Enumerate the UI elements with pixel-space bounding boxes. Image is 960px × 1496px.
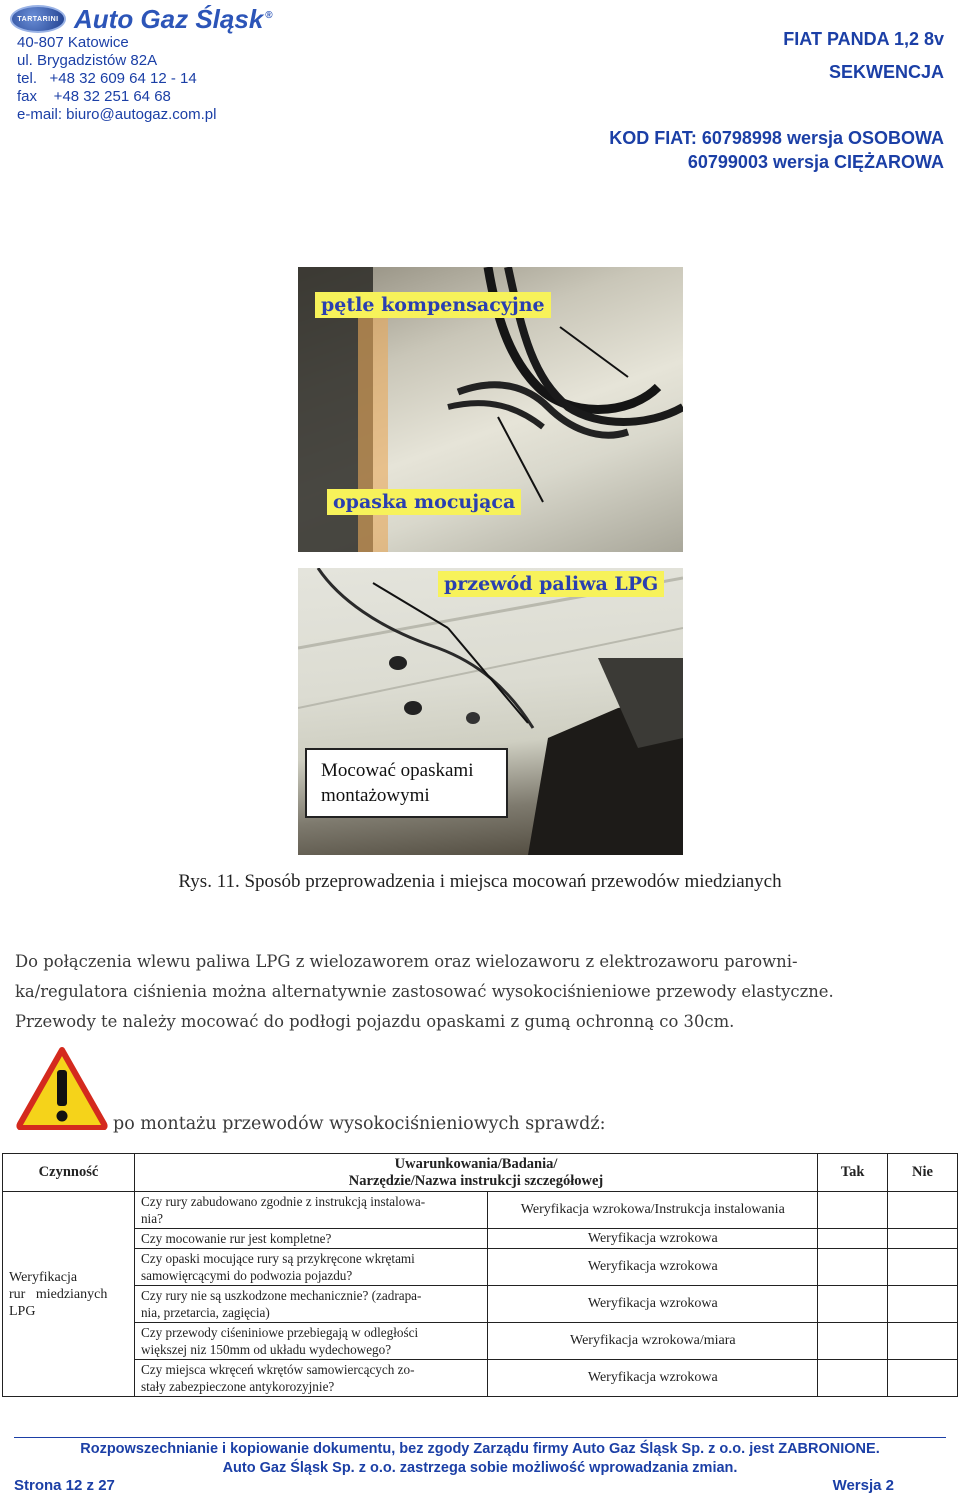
label-compensation-loops: pętle kompensacyjne <box>315 292 551 318</box>
no-checkbox-cell[interactable] <box>888 1323 958 1360</box>
fiat-code-van: 60799003 wersja CIĘŻAROWA <box>687 152 944 172</box>
question-cell: Czy rury zabudowano zgodnie z instrukcją instalowa- nia? <box>134 1192 488 1229</box>
yes-checkbox-cell[interactable] <box>818 1360 888 1397</box>
yes-checkbox-cell[interactable] <box>818 1249 888 1286</box>
body-paragraph <box>15 947 950 1037</box>
footer-divider <box>14 1437 946 1438</box>
method-cell: Weryfikacja wzrokowa/Instrukcja instalowania <box>488 1192 818 1229</box>
yes-checkbox-cell[interactable] <box>818 1229 888 1249</box>
paragraph-line: ka/regulatora ciśnienia można alternatywnie zastosować wysokociśnieniowe przewody elastyczne. <box>15 982 834 1001</box>
table-row <box>3 1249 958 1286</box>
no-checkbox-cell[interactable] <box>888 1192 958 1229</box>
verification-table <box>2 1153 958 1397</box>
label-lpg-fuel-line: przewód paliwa LPG <box>438 571 664 597</box>
company-address <box>17 34 216 124</box>
table-row <box>3 1360 958 1397</box>
activity-cell: Weryfikacja rur miedzianych LPG <box>3 1192 135 1397</box>
vehicle-model: FIAT PANDA 1,2 8v <box>783 29 944 49</box>
company-logo <box>10 4 273 34</box>
question-cell: Czy rury nie są uszkodzone mechanicznie? (zadrapa- nia, przetarcia, zagięcia) <box>134 1286 488 1323</box>
fiat-code-passenger: KOD FIAT: 60798998 wersja OSOBOWA <box>609 128 944 148</box>
method-cell: Weryfikacja wzrokowa <box>488 1360 818 1397</box>
phone-line: tel. +48 32 609 64 12 - 14 <box>17 70 197 87</box>
header-conditions: Uwarunkowania/Badania/ Narzędzie/Nazwa instrukcji szczegółowej <box>134 1154 817 1192</box>
yes-checkbox-cell[interactable] <box>818 1192 888 1229</box>
footer-copyright-notice: Rozpowszechnianie i kopiowanie dokumentu, bez zgody Zarządu firmy Auto Gaz Śląsk Sp. z o.o. jest ZABRONIONE. <box>80 1441 880 1457</box>
footer-changes-notice: Auto Gaz Śląsk Sp. z o.o. zastrzega sobie możliwość wprowadzania zmian. <box>222 1460 738 1476</box>
header-yes: Tak <box>818 1154 888 1192</box>
question-cell: Czy opaski mocujące rury są przykręcone wkrętami samowięrcącymi do podwozia pojazdu? <box>134 1249 488 1286</box>
warning-icon <box>16 1046 108 1130</box>
no-checkbox-cell[interactable] <box>888 1249 958 1286</box>
callout-line: montażowymi <box>321 785 430 806</box>
header-no: Nie <box>888 1154 958 1192</box>
paragraph-line: Do połączenia wlewu paliwa LPG z wielozaworem oraz wielozaworu z elektrozaworu parowni- <box>15 952 798 971</box>
yes-checkbox-cell[interactable] <box>818 1323 888 1360</box>
figure-caption: Rys. 11. Sposób przeprowadzenia i miejsca mocowań przewodów miedzianych <box>178 871 782 892</box>
photo-compensation-loops <box>298 267 683 552</box>
system-type: SEKWENCJA <box>828 62 944 82</box>
address-line: ul. Brygadzistów 82A <box>17 52 158 69</box>
table-row <box>3 1323 958 1360</box>
email-line: e-mail: biuro@autogaz.com.pl <box>17 106 217 123</box>
tartarini-logo-badge: TARTARINI <box>10 5 66 33</box>
table-row <box>3 1229 958 1249</box>
fax-line: fax +48 32 251 64 68 <box>17 88 171 105</box>
page-number: Strona 12 z 27 <box>14 1477 115 1494</box>
table-row <box>3 1192 958 1229</box>
yes-checkbox-cell[interactable] <box>818 1286 888 1323</box>
no-checkbox-cell[interactable] <box>888 1286 958 1323</box>
mounting-callout <box>305 748 508 818</box>
question-cell: Czy przewody ciśeniniowe przebiegają w odległości większej niz 150mm od układu wydechowego? <box>134 1323 488 1360</box>
method-cell: Weryfikacja wzrokowa <box>488 1286 818 1323</box>
warning-text: po montażu przewodów wysokociśnieniowych sprawdź: <box>113 1114 606 1134</box>
paragraph-line: Przewody te należy mocować do podłogi pojazdu opaskami z gumą ochronną co 30cm. <box>15 1012 735 1031</box>
table-row <box>3 1286 958 1323</box>
label-mounting-clamp: opaska mocująca <box>327 489 521 515</box>
question-cell: Czy miejsca wkręceń wkrętów samowiercących zo- stały zabezpieczone antykorozyjnie? <box>134 1360 488 1397</box>
method-cell: Weryfikacja wzrokowa <box>488 1229 818 1249</box>
header-activity: Czynność <box>3 1154 135 1192</box>
question-cell: Czy mocowanie rur jest kompletne? <box>134 1229 488 1249</box>
method-cell: Weryfikacja wzrokowa <box>488 1249 818 1286</box>
no-checkbox-cell[interactable] <box>888 1229 958 1249</box>
table-header-row <box>3 1154 958 1192</box>
callout-line: Mocować opaskami <box>321 760 474 781</box>
method-cell: Weryfikacja wzrokowa/miara <box>488 1323 818 1360</box>
address-line: 40-807 Katowice <box>17 34 129 51</box>
company-name: Auto Gaz Śląsk ® <box>74 3 273 34</box>
document-version: Wersja 2 <box>832 1477 894 1494</box>
no-checkbox-cell[interactable] <box>888 1360 958 1397</box>
